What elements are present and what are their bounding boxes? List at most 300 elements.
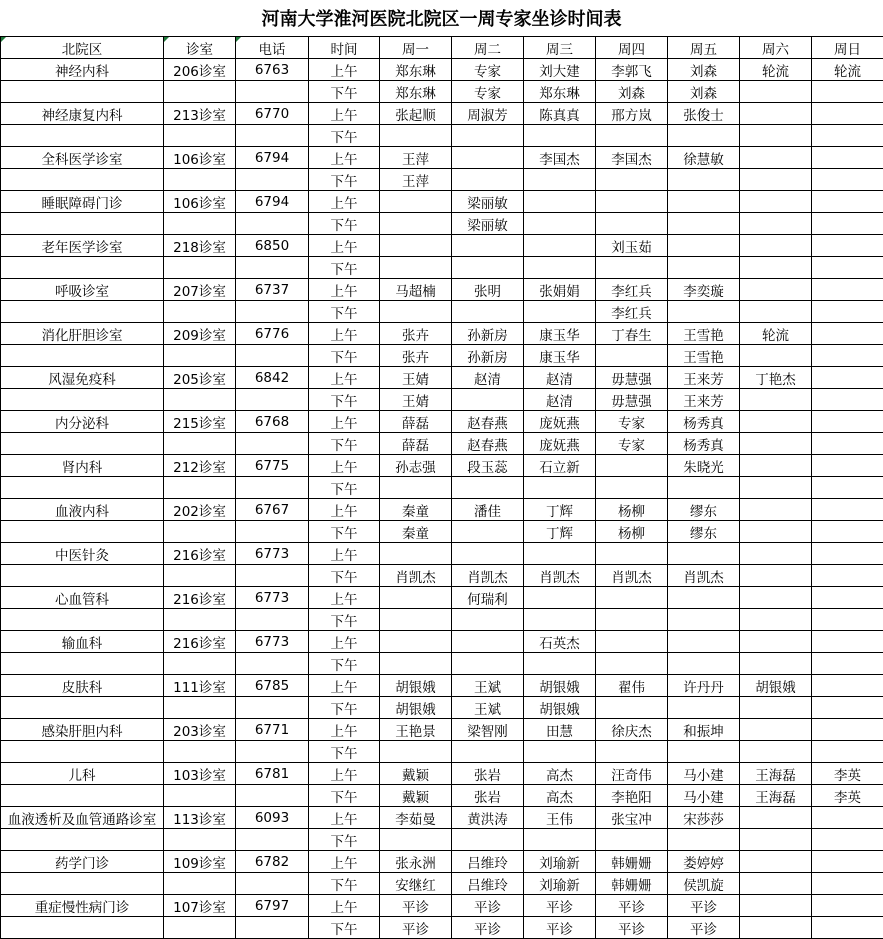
doctor-cell-fri[interactable] [668, 697, 740, 719]
doctor-cell-wed[interactable]: 丁辉 [524, 521, 596, 543]
room-cell[interactable]: 106诊室 [164, 191, 236, 213]
phone-cell[interactable]: 6771 [236, 719, 309, 741]
doctor-cell-thu[interactable] [596, 125, 668, 147]
phone-cell[interactable]: 6773 [236, 543, 309, 565]
doctor-cell-fri[interactable]: 侯凯旋 [668, 873, 740, 895]
phone-cell[interactable]: 6773 [236, 587, 309, 609]
room-cell[interactable]: 106诊室 [164, 147, 236, 169]
doctor-cell-fri[interactable] [668, 653, 740, 675]
department-cell[interactable]: 感染肝胆内科 [1, 719, 164, 741]
doctor-cell-wed[interactable] [524, 169, 596, 191]
doctor-cell-thu[interactable]: 毋慧强 [596, 389, 668, 411]
doctor-cell-fri[interactable]: 娄婷婷 [668, 851, 740, 873]
doctor-cell-sat[interactable] [740, 851, 812, 873]
phone-cell[interactable] [236, 609, 309, 631]
doctor-cell-fri[interactable]: 杨秀真 [668, 433, 740, 455]
doctor-cell-sun[interactable] [812, 653, 883, 675]
doctor-cell-sun[interactable] [812, 389, 883, 411]
doctor-cell-wed[interactable] [524, 257, 596, 279]
doctor-cell-fri[interactable]: 杨秀真 [668, 411, 740, 433]
doctor-cell-tue[interactable] [452, 235, 524, 257]
doctor-cell-fri[interactable] [668, 257, 740, 279]
doctor-cell-fri[interactable] [668, 169, 740, 191]
doctor-cell-wed[interactable]: 庞妩燕 [524, 411, 596, 433]
time-cell[interactable]: 下午 [309, 125, 380, 147]
doctor-cell-sun[interactable] [812, 411, 883, 433]
doctor-cell-mon[interactable]: 秦童 [380, 499, 452, 521]
phone-cell[interactable] [236, 565, 309, 587]
doctor-cell-sat[interactable] [740, 433, 812, 455]
doctor-cell-fri[interactable] [668, 477, 740, 499]
phone-cell[interactable]: 6737 [236, 279, 309, 301]
doctor-cell-tue[interactable]: 何瑞利 [452, 587, 524, 609]
doctor-cell-thu[interactable] [596, 477, 668, 499]
doctor-cell-mon[interactable]: 张永洲 [380, 851, 452, 873]
doctor-cell-wed[interactable]: 刘瑜新 [524, 873, 596, 895]
doctor-cell-sun[interactable] [812, 257, 883, 279]
doctor-cell-mon[interactable]: 王萍 [380, 147, 452, 169]
doctor-cell-sat[interactable] [740, 279, 812, 301]
doctor-cell-sun[interactable]: 李英 [812, 785, 883, 807]
doctor-cell-mon[interactable]: 马超楠 [380, 279, 452, 301]
doctor-cell-mon[interactable]: 平诊 [380, 917, 452, 939]
doctor-cell-fri[interactable]: 刘森 [668, 81, 740, 103]
doctor-cell-thu[interactable] [596, 587, 668, 609]
time-cell[interactable]: 上午 [309, 455, 380, 477]
room-cell[interactable] [164, 213, 236, 235]
room-cell[interactable]: 215诊室 [164, 411, 236, 433]
department-cell[interactable] [1, 345, 164, 367]
doctor-cell-tue[interactable]: 赵春燕 [452, 411, 524, 433]
room-cell[interactable] [164, 565, 236, 587]
doctor-cell-sat[interactable] [740, 125, 812, 147]
room-cell[interactable] [164, 389, 236, 411]
header-cell-room[interactable]: 诊室 [164, 37, 236, 59]
doctor-cell-fri[interactable]: 缪东 [668, 499, 740, 521]
doctor-cell-wed[interactable]: 刘瑜新 [524, 851, 596, 873]
phone-cell[interactable]: 6794 [236, 147, 309, 169]
doctor-cell-tue[interactable]: 张岩 [452, 763, 524, 785]
department-cell[interactable] [1, 301, 164, 323]
room-cell[interactable]: 213诊室 [164, 103, 236, 125]
department-cell[interactable]: 老年医学诊室 [1, 235, 164, 257]
doctor-cell-sat[interactable] [740, 631, 812, 653]
room-cell[interactable] [164, 257, 236, 279]
phone-cell[interactable] [236, 125, 309, 147]
phone-cell[interactable]: 6093 [236, 807, 309, 829]
doctor-cell-thu[interactable]: 杨柳 [596, 499, 668, 521]
room-cell[interactable]: 205诊室 [164, 367, 236, 389]
department-cell[interactable] [1, 257, 164, 279]
doctor-cell-thu[interactable] [596, 257, 668, 279]
doctor-cell-wed[interactable]: 赵清 [524, 389, 596, 411]
doctor-cell-mon[interactable]: 薛磊 [380, 411, 452, 433]
doctor-cell-wed[interactable] [524, 609, 596, 631]
doctor-cell-mon[interactable]: 张起顺 [380, 103, 452, 125]
department-cell[interactable]: 风湿免疫科 [1, 367, 164, 389]
phone-cell[interactable] [236, 521, 309, 543]
doctor-cell-thu[interactable]: 李红兵 [596, 301, 668, 323]
doctor-cell-sun[interactable] [812, 631, 883, 653]
doctor-cell-sun[interactable] [812, 345, 883, 367]
department-cell[interactable] [1, 917, 164, 939]
doctor-cell-thu[interactable]: 平诊 [596, 917, 668, 939]
doctor-cell-mon[interactable] [380, 477, 452, 499]
doctor-cell-mon[interactable]: 戴颖 [380, 763, 452, 785]
room-cell[interactable] [164, 873, 236, 895]
doctor-cell-thu[interactable]: 邢方岚 [596, 103, 668, 125]
room-cell[interactable]: 202诊室 [164, 499, 236, 521]
phone-cell[interactable] [236, 257, 309, 279]
doctor-cell-tue[interactable] [452, 829, 524, 851]
room-cell[interactable] [164, 301, 236, 323]
doctor-cell-sat[interactable]: 胡银娥 [740, 675, 812, 697]
room-cell[interactable]: 209诊室 [164, 323, 236, 345]
doctor-cell-tue[interactable]: 梁智刚 [452, 719, 524, 741]
header-cell-mon[interactable]: 周一 [380, 37, 452, 59]
department-cell[interactable]: 儿科 [1, 763, 164, 785]
doctor-cell-sun[interactable] [812, 367, 883, 389]
phone-cell[interactable] [236, 345, 309, 367]
department-cell[interactable]: 血液透析及血管通路诊室 [1, 807, 164, 829]
time-cell[interactable]: 上午 [309, 895, 380, 917]
header-cell-wed[interactable]: 周三 [524, 37, 596, 59]
doctor-cell-fri[interactable] [668, 191, 740, 213]
time-cell[interactable]: 上午 [309, 543, 380, 565]
phone-cell[interactable]: 6797 [236, 895, 309, 917]
time-cell[interactable]: 下午 [309, 609, 380, 631]
department-cell[interactable] [1, 829, 164, 851]
time-cell[interactable]: 上午 [309, 147, 380, 169]
doctor-cell-tue[interactable] [452, 521, 524, 543]
doctor-cell-sat[interactable] [740, 477, 812, 499]
doctor-cell-wed[interactable]: 平诊 [524, 917, 596, 939]
doctor-cell-sun[interactable] [812, 697, 883, 719]
doctor-cell-wed[interactable]: 庞妩燕 [524, 433, 596, 455]
time-cell[interactable]: 上午 [309, 675, 380, 697]
doctor-cell-sat[interactable] [740, 103, 812, 125]
doctor-cell-sat[interactable]: 轮流 [740, 323, 812, 345]
doctor-cell-mon[interactable]: 王婧 [380, 367, 452, 389]
department-cell[interactable]: 睡眠障碍门诊 [1, 191, 164, 213]
time-cell[interactable]: 下午 [309, 433, 380, 455]
doctor-cell-wed[interactable] [524, 213, 596, 235]
doctor-cell-tue[interactable]: 赵春燕 [452, 433, 524, 455]
phone-cell[interactable] [236, 917, 309, 939]
doctor-cell-thu[interactable]: 毋慧强 [596, 367, 668, 389]
doctor-cell-sat[interactable] [740, 873, 812, 895]
doctor-cell-mon[interactable] [380, 631, 452, 653]
time-cell[interactable]: 下午 [309, 345, 380, 367]
doctor-cell-thu[interactable] [596, 455, 668, 477]
phone-cell[interactable] [236, 785, 309, 807]
room-cell[interactable]: 107诊室 [164, 895, 236, 917]
doctor-cell-tue[interactable] [452, 477, 524, 499]
phone-cell[interactable] [236, 697, 309, 719]
doctor-cell-sat[interactable] [740, 719, 812, 741]
room-cell[interactable] [164, 433, 236, 455]
doctor-cell-thu[interactable]: 徐庆杰 [596, 719, 668, 741]
department-cell[interactable] [1, 697, 164, 719]
doctor-cell-sat[interactable] [740, 829, 812, 851]
doctor-cell-mon[interactable] [380, 543, 452, 565]
doctor-cell-thu[interactable] [596, 829, 668, 851]
doctor-cell-wed[interactable]: 平诊 [524, 895, 596, 917]
doctor-cell-sat[interactable] [740, 235, 812, 257]
department-cell[interactable] [1, 521, 164, 543]
doctor-cell-wed[interactable]: 康玉华 [524, 323, 596, 345]
doctor-cell-wed[interactable]: 高杰 [524, 763, 596, 785]
room-cell[interactable]: 203诊室 [164, 719, 236, 741]
room-cell[interactable] [164, 653, 236, 675]
doctor-cell-fri[interactable]: 马小建 [668, 785, 740, 807]
department-cell[interactable]: 中医针灸 [1, 543, 164, 565]
time-cell[interactable]: 下午 [309, 301, 380, 323]
doctor-cell-sat[interactable] [740, 499, 812, 521]
doctor-cell-mon[interactable]: 胡银娥 [380, 675, 452, 697]
doctor-cell-sun[interactable] [812, 301, 883, 323]
department-cell[interactable] [1, 477, 164, 499]
doctor-cell-mon[interactable]: 张卉 [380, 345, 452, 367]
doctor-cell-mon[interactable] [380, 301, 452, 323]
header-cell-fri[interactable]: 周五 [668, 37, 740, 59]
doctor-cell-sat[interactable] [740, 609, 812, 631]
doctor-cell-sat[interactable] [740, 807, 812, 829]
doctor-cell-mon[interactable]: 李茹曼 [380, 807, 452, 829]
doctor-cell-mon[interactable] [380, 653, 452, 675]
doctor-cell-fri[interactable]: 缪东 [668, 521, 740, 543]
doctor-cell-thu[interactable] [596, 543, 668, 565]
doctor-cell-thu[interactable] [596, 191, 668, 213]
doctor-cell-fri[interactable]: 和振坤 [668, 719, 740, 741]
doctor-cell-wed[interactable]: 陈真真 [524, 103, 596, 125]
phone-cell[interactable]: 6773 [236, 631, 309, 653]
doctor-cell-sun[interactable] [812, 103, 883, 125]
department-cell[interactable] [1, 389, 164, 411]
doctor-cell-sun[interactable] [812, 851, 883, 873]
doctor-cell-thu[interactable]: 李艳阳 [596, 785, 668, 807]
time-cell[interactable]: 下午 [309, 169, 380, 191]
doctor-cell-wed[interactable]: 胡银娥 [524, 675, 596, 697]
doctor-cell-fri[interactable] [668, 235, 740, 257]
doctor-cell-wed[interactable]: 肖凯杰 [524, 565, 596, 587]
doctor-cell-mon[interactable]: 张卉 [380, 323, 452, 345]
doctor-cell-tue[interactable]: 王斌 [452, 675, 524, 697]
doctor-cell-thu[interactable] [596, 169, 668, 191]
doctor-cell-mon[interactable]: 戴颖 [380, 785, 452, 807]
phone-cell[interactable]: 6850 [236, 235, 309, 257]
room-cell[interactable] [164, 345, 236, 367]
time-cell[interactable]: 下午 [309, 521, 380, 543]
phone-cell[interactable]: 6763 [236, 59, 309, 81]
doctor-cell-tue[interactable]: 梁丽敏 [452, 213, 524, 235]
department-cell[interactable]: 全科医学诊室 [1, 147, 164, 169]
doctor-cell-sat[interactable] [740, 521, 812, 543]
doctor-cell-tue[interactable] [452, 125, 524, 147]
doctor-cell-tue[interactable] [452, 389, 524, 411]
doctor-cell-sun[interactable] [812, 279, 883, 301]
phone-cell[interactable] [236, 213, 309, 235]
doctor-cell-wed[interactable]: 郑东琳 [524, 81, 596, 103]
doctor-cell-fri[interactable]: 朱晓光 [668, 455, 740, 477]
department-cell[interactable] [1, 565, 164, 587]
doctor-cell-fri[interactable]: 徐慧敏 [668, 147, 740, 169]
phone-cell[interactable] [236, 829, 309, 851]
room-cell[interactable] [164, 829, 236, 851]
doctor-cell-mon[interactable]: 安继红 [380, 873, 452, 895]
doctor-cell-fri[interactable]: 平诊 [668, 917, 740, 939]
doctor-cell-sun[interactable] [812, 499, 883, 521]
doctor-cell-mon[interactable] [380, 213, 452, 235]
phone-cell[interactable]: 6842 [236, 367, 309, 389]
header-cell-campus[interactable]: 北院区 [1, 37, 164, 59]
department-cell[interactable] [1, 785, 164, 807]
doctor-cell-tue[interactable] [452, 169, 524, 191]
time-cell[interactable]: 下午 [309, 653, 380, 675]
room-cell[interactable]: 216诊室 [164, 631, 236, 653]
room-cell[interactable]: 113诊室 [164, 807, 236, 829]
doctor-cell-tue[interactable]: 肖凯杰 [452, 565, 524, 587]
header-cell-phone[interactable]: 电话 [236, 37, 309, 59]
room-cell[interactable]: 206诊室 [164, 59, 236, 81]
time-cell[interactable]: 下午 [309, 257, 380, 279]
doctor-cell-wed[interactable] [524, 587, 596, 609]
doctor-cell-tue[interactable] [452, 147, 524, 169]
doctor-cell-sat[interactable] [740, 455, 812, 477]
phone-cell[interactable]: 6794 [236, 191, 309, 213]
doctor-cell-sun[interactable] [812, 895, 883, 917]
doctor-cell-sun[interactable] [812, 323, 883, 345]
department-cell[interactable]: 皮肤科 [1, 675, 164, 697]
doctor-cell-tue[interactable]: 赵清 [452, 367, 524, 389]
doctor-cell-sun[interactable] [812, 543, 883, 565]
doctor-cell-sun[interactable] [812, 917, 883, 939]
doctor-cell-fri[interactable]: 李奕璇 [668, 279, 740, 301]
doctor-cell-thu[interactable]: 刘森 [596, 81, 668, 103]
doctor-cell-fri[interactable]: 刘森 [668, 59, 740, 81]
department-cell[interactable]: 内分泌科 [1, 411, 164, 433]
room-cell[interactable]: 218诊室 [164, 235, 236, 257]
phone-cell[interactable]: 6776 [236, 323, 309, 345]
doctor-cell-tue[interactable]: 黄洪涛 [452, 807, 524, 829]
room-cell[interactable] [164, 697, 236, 719]
doctor-cell-mon[interactable]: 郑东琳 [380, 59, 452, 81]
department-cell[interactable]: 血液内科 [1, 499, 164, 521]
doctor-cell-fri[interactable]: 马小建 [668, 763, 740, 785]
doctor-cell-sun[interactable] [812, 213, 883, 235]
doctor-cell-mon[interactable] [380, 587, 452, 609]
doctor-cell-tue[interactable]: 孙新房 [452, 345, 524, 367]
doctor-cell-sat[interactable]: 轮流 [740, 59, 812, 81]
doctor-cell-thu[interactable]: 韩姗姗 [596, 851, 668, 873]
doctor-cell-mon[interactable]: 王艳景 [380, 719, 452, 741]
department-cell[interactable]: 心血管科 [1, 587, 164, 609]
doctor-cell-sun[interactable] [812, 565, 883, 587]
doctor-cell-wed[interactable] [524, 477, 596, 499]
doctor-cell-tue[interactable]: 平诊 [452, 895, 524, 917]
doctor-cell-fri[interactable]: 宋莎莎 [668, 807, 740, 829]
time-cell[interactable]: 上午 [309, 279, 380, 301]
doctor-cell-mon[interactable] [380, 191, 452, 213]
doctor-cell-tue[interactable]: 专家 [452, 59, 524, 81]
doctor-cell-tue[interactable]: 梁丽敏 [452, 191, 524, 213]
doctor-cell-sat[interactable] [740, 587, 812, 609]
time-cell[interactable]: 下午 [309, 81, 380, 103]
time-cell[interactable]: 上午 [309, 851, 380, 873]
phone-cell[interactable] [236, 169, 309, 191]
doctor-cell-sat[interactable]: 王海磊 [740, 785, 812, 807]
doctor-cell-wed[interactable]: 丁辉 [524, 499, 596, 521]
doctor-cell-sun[interactable] [812, 587, 883, 609]
doctor-cell-wed[interactable]: 高杰 [524, 785, 596, 807]
phone-cell[interactable]: 6782 [236, 851, 309, 873]
doctor-cell-sun[interactable] [812, 191, 883, 213]
doctor-cell-wed[interactable]: 刘大建 [524, 59, 596, 81]
doctor-cell-tue[interactable] [452, 543, 524, 565]
doctor-cell-sat[interactable] [740, 543, 812, 565]
doctor-cell-fri[interactable]: 王雪艳 [668, 345, 740, 367]
time-cell[interactable]: 下午 [309, 213, 380, 235]
department-cell[interactable] [1, 213, 164, 235]
doctor-cell-wed[interactable] [524, 741, 596, 763]
phone-cell[interactable] [236, 433, 309, 455]
doctor-cell-fri[interactable]: 王雪艳 [668, 323, 740, 345]
phone-cell[interactable] [236, 301, 309, 323]
doctor-cell-fri[interactable] [668, 829, 740, 851]
doctor-cell-tue[interactable]: 潘佳 [452, 499, 524, 521]
doctor-cell-thu[interactable] [596, 741, 668, 763]
time-cell[interactable]: 上午 [309, 191, 380, 213]
doctor-cell-wed[interactable] [524, 235, 596, 257]
time-cell[interactable]: 上午 [309, 103, 380, 125]
room-cell[interactable]: 111诊室 [164, 675, 236, 697]
doctor-cell-mon[interactable]: 肖凯杰 [380, 565, 452, 587]
doctor-cell-thu[interactable] [596, 345, 668, 367]
doctor-cell-thu[interactable]: 翟伟 [596, 675, 668, 697]
room-cell[interactable]: 207诊室 [164, 279, 236, 301]
department-cell[interactable] [1, 81, 164, 103]
doctor-cell-sun[interactable] [812, 81, 883, 103]
doctor-cell-sun[interactable] [812, 807, 883, 829]
doctor-cell-fri[interactable] [668, 125, 740, 147]
doctor-cell-sun[interactable] [812, 235, 883, 257]
doctor-cell-fri[interactable] [668, 213, 740, 235]
doctor-cell-wed[interactable]: 石英杰 [524, 631, 596, 653]
department-cell[interactable] [1, 873, 164, 895]
doctor-cell-thu[interactable]: 专家 [596, 411, 668, 433]
header-cell-tue[interactable]: 周二 [452, 37, 524, 59]
doctor-cell-tue[interactable]: 孙新房 [452, 323, 524, 345]
doctor-cell-mon[interactable] [380, 829, 452, 851]
time-cell[interactable]: 下午 [309, 565, 380, 587]
doctor-cell-fri[interactable]: 王来芳 [668, 367, 740, 389]
department-cell[interactable] [1, 125, 164, 147]
header-cell-sat[interactable]: 周六 [740, 37, 812, 59]
doctor-cell-fri[interactable]: 张俊士 [668, 103, 740, 125]
doctor-cell-tue[interactable]: 吕维玲 [452, 873, 524, 895]
time-cell[interactable]: 上午 [309, 719, 380, 741]
time-cell[interactable]: 上午 [309, 367, 380, 389]
room-cell[interactable]: 109诊室 [164, 851, 236, 873]
doctor-cell-thu[interactable]: 肖凯杰 [596, 565, 668, 587]
doctor-cell-fri[interactable] [668, 741, 740, 763]
department-cell[interactable] [1, 653, 164, 675]
doctor-cell-wed[interactable] [524, 543, 596, 565]
doctor-cell-mon[interactable] [380, 609, 452, 631]
doctor-cell-tue[interactable]: 平诊 [452, 917, 524, 939]
time-cell[interactable]: 上午 [309, 235, 380, 257]
doctor-cell-sat[interactable] [740, 257, 812, 279]
